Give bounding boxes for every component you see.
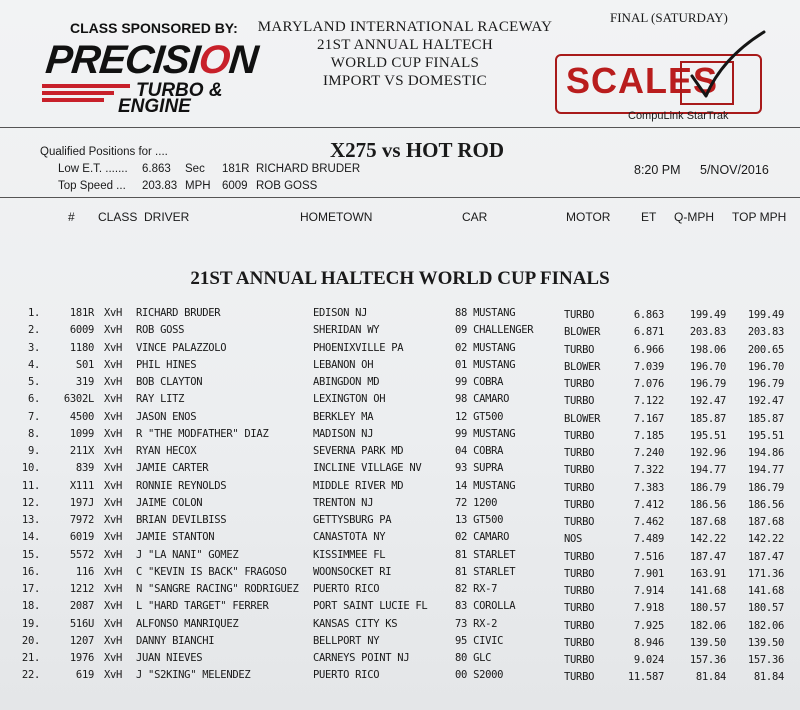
result-q-mph: 186.56 bbox=[689, 498, 726, 511]
low-et-unit: Sec bbox=[185, 163, 205, 175]
result-motor: TURBO bbox=[564, 516, 595, 528]
logo-stripe bbox=[42, 84, 130, 88]
result-hometown: PHOENIXVILLE PA bbox=[313, 341, 404, 354]
result-top-mph: 192.47 bbox=[747, 395, 784, 408]
low-et-label: Low E.T. ....... bbox=[58, 163, 128, 175]
result-car-number: 1207 bbox=[69, 634, 94, 647]
result-car: 95 CIVIC bbox=[455, 634, 504, 647]
result-class: XvH bbox=[104, 548, 123, 561]
result-top-mph: 141.68 bbox=[747, 585, 784, 597]
result-driver: ROB GOSS bbox=[136, 324, 185, 337]
result-et: 7.412 bbox=[633, 498, 664, 511]
table-row bbox=[0, 376, 800, 393]
result-car: 99 MUSTANG bbox=[455, 427, 516, 440]
result-class: XvH bbox=[104, 531, 123, 544]
result-car: 81 STARLET bbox=[455, 565, 516, 578]
result-motor: TURBO bbox=[564, 567, 595, 580]
result-class: XvH bbox=[104, 652, 123, 664]
table-row bbox=[0, 531, 800, 548]
result-top-mph: 182.06 bbox=[747, 619, 784, 632]
result-hometown: PUERTO RICO bbox=[313, 669, 380, 682]
result-car: 99 COBRA bbox=[455, 376, 504, 388]
result-hometown: CANASTOTA NY bbox=[313, 531, 386, 544]
result-motor: BLOWER bbox=[564, 412, 601, 425]
result-top-mph: 196.79 bbox=[747, 378, 784, 390]
result-hometown: EDISON NJ bbox=[313, 307, 368, 319]
result-top-mph: 196.70 bbox=[747, 360, 784, 373]
result-et: 7.925 bbox=[633, 619, 664, 632]
event-date: 5/NOV/2016 bbox=[700, 163, 769, 177]
result-car: 98 CAMARO bbox=[455, 393, 510, 406]
table-row bbox=[0, 480, 800, 497]
result-car-number: 2087 bbox=[69, 600, 94, 613]
result-q-mph: 203.83 bbox=[689, 326, 726, 339]
result-top-mph: 186.56 bbox=[747, 498, 784, 511]
column-header-motor: MOTOR bbox=[566, 210, 611, 224]
result-car-number: 7972 bbox=[69, 514, 94, 526]
low-et-value: 6.863 bbox=[142, 163, 171, 175]
result-position: 12. bbox=[21, 496, 40, 509]
result-motor: TURBO bbox=[564, 429, 595, 442]
event-title: X275 vs HOT ROD bbox=[330, 138, 505, 162]
result-hometown: TRENTON NJ bbox=[313, 496, 374, 509]
result-car-number: 839 bbox=[75, 462, 94, 475]
low-et-car-number: 181R bbox=[222, 163, 250, 175]
result-driver: JASON ENOS bbox=[136, 410, 197, 423]
result-hometown: KISSIMMEE FL bbox=[313, 548, 386, 561]
result-motor: TURBO bbox=[564, 378, 595, 390]
column-header-car: CAR bbox=[462, 210, 488, 224]
result-et: 6.863 bbox=[633, 309, 664, 321]
result-class: XvH bbox=[104, 393, 123, 406]
table-row bbox=[0, 600, 800, 617]
result-et: 7.901 bbox=[633, 567, 664, 580]
sponsor-logo-sub1: TURBO & bbox=[136, 80, 223, 101]
header-line-3: WORLD CUP FINALS bbox=[330, 55, 480, 71]
top-speed-value: 203.83 bbox=[142, 180, 178, 192]
table-row bbox=[0, 428, 800, 445]
scales-stamp-text: SCALES bbox=[566, 60, 719, 101]
result-driver: C "KEVIN IS BACK" FRAGOSO bbox=[136, 565, 287, 578]
result-motor: TURBO bbox=[564, 636, 595, 649]
result-position: 5. bbox=[27, 376, 40, 388]
sponsor-logo-part-a: PRECISI bbox=[43, 38, 202, 82]
result-hometown: BELLPORT NY bbox=[313, 634, 380, 647]
result-hometown: LEXINGTON OH bbox=[313, 393, 386, 406]
result-top-mph: 157.36 bbox=[747, 654, 784, 666]
result-top-mph: 139.50 bbox=[747, 636, 784, 649]
result-et: 11.587 bbox=[627, 671, 664, 684]
table-row bbox=[0, 566, 800, 583]
final-label: FINAL (SATURDAY) bbox=[610, 10, 728, 25]
result-car-number: 6302L bbox=[63, 393, 94, 406]
result-et: 7.167 bbox=[633, 412, 664, 425]
result-top-mph: 171.36 bbox=[747, 567, 784, 580]
result-motor: TURBO bbox=[564, 498, 595, 511]
result-top-mph: 186.79 bbox=[747, 481, 784, 494]
result-class: XvH bbox=[104, 427, 123, 440]
result-top-mph: 142.22 bbox=[747, 533, 784, 546]
result-hometown: BERKLEY MA bbox=[313, 410, 374, 423]
result-class: XvH bbox=[104, 600, 123, 613]
result-et: 7.240 bbox=[633, 447, 664, 459]
result-et: 7.383 bbox=[633, 481, 664, 494]
result-et: 7.462 bbox=[633, 516, 664, 528]
result-et: 7.039 bbox=[633, 360, 664, 373]
result-class: XvH bbox=[104, 341, 123, 354]
result-q-mph: 187.68 bbox=[689, 516, 726, 528]
result-motor: BLOWER bbox=[564, 326, 601, 339]
result-position: 16. bbox=[21, 565, 40, 578]
result-driver: ALFONSO MANRIQUEZ bbox=[136, 617, 239, 630]
result-q-mph: 187.47 bbox=[689, 550, 726, 563]
result-et: 7.516 bbox=[633, 550, 664, 563]
header-line-2: 21ST ANNUAL HALTECH bbox=[317, 37, 493, 53]
table-row bbox=[0, 514, 800, 531]
result-car-number: 319 bbox=[75, 376, 94, 388]
result-q-mph: 142.22 bbox=[689, 533, 726, 546]
result-et: 7.914 bbox=[633, 585, 664, 597]
result-top-mph: 199.49 bbox=[747, 309, 784, 321]
compulink-label: CompuLink StarTrak bbox=[628, 110, 729, 122]
result-driver: DANNY BIANCHI bbox=[136, 634, 215, 647]
result-position: 8. bbox=[27, 427, 40, 440]
result-motor: BLOWER bbox=[564, 360, 601, 373]
result-position: 1. bbox=[27, 307, 40, 319]
result-class: XvH bbox=[104, 669, 123, 682]
result-position: 15. bbox=[21, 548, 40, 561]
result-car-number: 516U bbox=[69, 617, 94, 630]
result-driver: J "S2KING" MELENDEZ bbox=[136, 669, 251, 682]
result-driver: BOB CLAYTON bbox=[136, 376, 203, 388]
column-header-class: CLASS bbox=[98, 210, 138, 224]
result-position: 22. bbox=[21, 669, 40, 682]
column-header-et: ET bbox=[641, 210, 657, 224]
result-class: XvH bbox=[104, 617, 123, 630]
table-row bbox=[0, 307, 800, 324]
result-position: 21. bbox=[21, 652, 40, 664]
result-hometown: GETTYSBURG PA bbox=[313, 514, 392, 526]
result-top-mph: 195.51 bbox=[747, 429, 784, 442]
result-class: XvH bbox=[104, 496, 123, 509]
result-motor: TURBO bbox=[564, 585, 595, 597]
result-car-number: 5572 bbox=[69, 548, 94, 561]
result-driver: N "SANGRE RACING" RODRIGUEZ bbox=[136, 583, 299, 595]
table-row bbox=[0, 497, 800, 514]
result-position: 7. bbox=[27, 410, 40, 423]
result-car-number: 116 bbox=[75, 565, 94, 578]
result-driver: JAIME COLON bbox=[136, 496, 203, 509]
result-motor: TURBO bbox=[564, 619, 595, 632]
result-class: XvH bbox=[104, 479, 123, 492]
result-car-number: S01 bbox=[75, 358, 94, 371]
result-driver: PHIL HINES bbox=[136, 358, 197, 371]
result-et: 7.076 bbox=[633, 378, 664, 390]
result-top-mph: 81.84 bbox=[753, 671, 784, 684]
table-row bbox=[0, 635, 800, 652]
result-car: 73 RX-2 bbox=[455, 617, 498, 630]
result-hometown: PORT SAINT LUCIE FL bbox=[313, 600, 428, 613]
result-position: 20. bbox=[21, 634, 40, 647]
result-q-mph: 195.51 bbox=[689, 429, 726, 442]
result-driver: RYAN HECOX bbox=[136, 445, 197, 457]
result-class: XvH bbox=[104, 565, 123, 578]
table-row bbox=[0, 359, 800, 376]
result-et: 7.185 bbox=[633, 429, 664, 442]
result-hometown: WOONSOCKET RI bbox=[313, 565, 392, 578]
column-header-driver: DRIVER bbox=[144, 210, 190, 224]
result-hometown: CARNEYS POINT NJ bbox=[313, 652, 410, 664]
result-position: 19. bbox=[21, 617, 40, 630]
result-motor: TURBO bbox=[564, 671, 595, 684]
result-hometown: SHERIDAN WY bbox=[313, 324, 380, 337]
result-et: 7.122 bbox=[633, 395, 664, 408]
sponsor-label: CLASS SPONSORED BY: bbox=[70, 20, 238, 36]
result-driver: L "HARD TARGET" FERRER bbox=[136, 600, 269, 613]
result-motor: TURBO bbox=[564, 343, 595, 356]
table-row bbox=[0, 618, 800, 635]
result-car-number: 6009 bbox=[69, 324, 94, 337]
result-motor: TURBO bbox=[564, 550, 595, 563]
result-motor: TURBO bbox=[564, 309, 595, 321]
result-et: 7.489 bbox=[633, 533, 664, 546]
result-car: 83 COROLLA bbox=[455, 600, 516, 613]
result-et: 7.918 bbox=[633, 602, 664, 615]
result-car-number: 211X bbox=[69, 445, 94, 457]
result-class: XvH bbox=[104, 462, 123, 475]
result-q-mph: 182.06 bbox=[689, 619, 726, 632]
result-car: 80 GLC bbox=[455, 652, 492, 664]
result-hometown: ABINGDON MD bbox=[313, 376, 380, 388]
result-q-mph: 199.49 bbox=[689, 309, 726, 321]
result-q-mph: 185.87 bbox=[689, 412, 726, 425]
result-car: 04 COBRA bbox=[455, 445, 504, 457]
result-car: 14 MUSTANG bbox=[455, 479, 516, 492]
result-position: 13. bbox=[21, 514, 40, 526]
sponsor-logo bbox=[44, 38, 260, 83]
result-position: 14. bbox=[21, 531, 40, 544]
table-row bbox=[0, 652, 800, 669]
result-q-mph: 163.91 bbox=[689, 567, 726, 580]
divider bbox=[0, 127, 800, 128]
logo-stripe bbox=[42, 91, 114, 95]
result-et: 9.024 bbox=[633, 654, 664, 666]
result-car: 12 GT500 bbox=[455, 410, 504, 423]
result-car: 93 SUPRA bbox=[455, 462, 504, 475]
result-hometown: MADISON NJ bbox=[313, 427, 374, 440]
result-et: 7.322 bbox=[633, 464, 664, 477]
result-position: 2. bbox=[27, 324, 40, 337]
result-car: 72 1200 bbox=[455, 496, 498, 509]
result-position: 18. bbox=[21, 600, 40, 613]
table-row bbox=[0, 583, 800, 600]
top-speed-car-number: 6009 bbox=[222, 180, 248, 192]
result-driver: JAMIE STANTON bbox=[136, 531, 215, 544]
result-q-mph: 186.79 bbox=[689, 481, 726, 494]
result-car: 82 RX-7 bbox=[455, 583, 498, 595]
result-class: XvH bbox=[104, 324, 123, 337]
result-car-number: 1212 bbox=[69, 583, 94, 595]
result-car: 01 MUSTANG bbox=[455, 358, 516, 371]
table-row bbox=[0, 549, 800, 566]
result-position: 3. bbox=[27, 341, 40, 354]
result-car-number: X111 bbox=[69, 479, 94, 492]
result-driver: RICHARD BRUDER bbox=[136, 307, 221, 319]
table-row bbox=[0, 669, 800, 686]
result-car-number: 619 bbox=[75, 669, 94, 682]
result-class: XvH bbox=[104, 358, 123, 371]
result-car: 81 STARLET bbox=[455, 548, 516, 561]
result-top-mph: 187.68 bbox=[747, 516, 784, 528]
column-header-hometown: HOMETOWN bbox=[300, 210, 373, 224]
result-hometown: KANSAS CITY KS bbox=[313, 617, 398, 630]
result-class: XvH bbox=[104, 410, 123, 423]
result-class: XvH bbox=[104, 514, 123, 526]
result-motor: TURBO bbox=[564, 464, 595, 477]
result-car-number: 197J bbox=[69, 496, 94, 509]
result-car: 00 S2000 bbox=[455, 669, 504, 682]
result-q-mph: 180.57 bbox=[689, 602, 726, 615]
top-speed-driver: ROB GOSS bbox=[256, 180, 318, 192]
low-et-driver: RICHARD BRUDER bbox=[256, 163, 361, 175]
result-q-mph: 196.70 bbox=[689, 360, 726, 373]
result-et: 6.966 bbox=[633, 343, 664, 356]
result-hometown: LEBANON OH bbox=[313, 358, 374, 371]
result-class: XvH bbox=[104, 583, 123, 595]
result-top-mph: 185.87 bbox=[747, 412, 784, 425]
result-position: 10. bbox=[21, 462, 40, 475]
result-car-number: 1976 bbox=[69, 652, 94, 664]
result-et: 6.871 bbox=[633, 326, 664, 339]
result-top-mph: 203.83 bbox=[747, 326, 784, 339]
result-motor: TURBO bbox=[564, 481, 595, 494]
column-header-number: # bbox=[68, 210, 75, 224]
table-row bbox=[0, 342, 800, 359]
result-car: 13 GT500 bbox=[455, 514, 504, 526]
result-class: XvH bbox=[104, 307, 123, 319]
header-line-4: IMPORT VS DOMESTIC bbox=[323, 73, 487, 89]
table-row bbox=[0, 411, 800, 428]
result-position: 11. bbox=[21, 479, 40, 492]
table-row bbox=[0, 462, 800, 479]
sponsor-logo-o: O bbox=[196, 38, 232, 82]
result-car-number: 6019 bbox=[69, 531, 94, 544]
result-hometown: MIDDLE RIVER MD bbox=[313, 479, 404, 492]
result-driver: VINCE PALAZZOLO bbox=[136, 341, 227, 354]
result-q-mph: 198.06 bbox=[689, 343, 726, 356]
sponsor-logo-sub2: ENGINE bbox=[118, 96, 191, 117]
sponsor-logo-part-b: N bbox=[226, 38, 260, 82]
result-position: 6. bbox=[27, 393, 40, 406]
result-hometown: SEVERNA PARK MD bbox=[313, 445, 404, 457]
result-driver: R "THE MODFATHER" DIAZ bbox=[136, 427, 269, 440]
result-car-number: 181R bbox=[69, 307, 94, 319]
result-class: XvH bbox=[104, 634, 123, 647]
result-car: 02 MUSTANG bbox=[455, 341, 516, 354]
result-q-mph: 141.68 bbox=[689, 585, 726, 597]
result-motor: TURBO bbox=[564, 395, 595, 408]
result-motor: TURBO bbox=[564, 654, 595, 666]
result-top-mph: 194.77 bbox=[747, 464, 784, 477]
result-q-mph: 81.84 bbox=[695, 671, 726, 684]
result-top-mph: 180.57 bbox=[747, 602, 784, 615]
result-motor: NOS bbox=[564, 533, 583, 546]
result-car-number: 4500 bbox=[69, 410, 94, 423]
result-et: 8.946 bbox=[633, 636, 664, 649]
top-speed-label: Top Speed ... bbox=[58, 180, 126, 192]
result-q-mph: 157.36 bbox=[689, 654, 726, 666]
result-driver: RONNIE REYNOLDS bbox=[136, 479, 227, 492]
event-time: 8:20 PM bbox=[634, 163, 681, 177]
result-hometown: PUERTO RICO bbox=[313, 583, 380, 595]
result-q-mph: 194.77 bbox=[689, 464, 726, 477]
section-title: 21ST ANNUAL HALTECH WORLD CUP FINALS bbox=[190, 268, 610, 289]
table-row bbox=[0, 324, 800, 341]
result-top-mph: 194.86 bbox=[747, 447, 784, 459]
result-car-number: 1099 bbox=[69, 427, 94, 440]
result-driver: BRIAN DEVILBISS bbox=[136, 514, 227, 526]
result-car: 09 CHALLENGER bbox=[455, 324, 534, 337]
result-car-number: 1180 bbox=[69, 341, 94, 354]
result-hometown: INCLINE VILLAGE NV bbox=[313, 462, 422, 475]
table-row bbox=[0, 393, 800, 410]
header-line-1: MARYLAND INTERNATIONAL RACEWAY bbox=[257, 19, 553, 35]
result-position: 17. bbox=[21, 583, 40, 595]
result-position: 9. bbox=[27, 445, 40, 457]
result-top-mph: 187.47 bbox=[747, 550, 784, 563]
result-top-mph: 200.65 bbox=[747, 343, 784, 356]
result-class: XvH bbox=[104, 376, 123, 388]
result-car: 02 CAMARO bbox=[455, 531, 510, 544]
result-class: XvH bbox=[104, 445, 123, 457]
result-position: 4. bbox=[27, 358, 40, 371]
result-motor: TURBO bbox=[564, 447, 595, 459]
check-mark-icon bbox=[688, 28, 768, 106]
column-header-top-mph: TOP MPH bbox=[732, 210, 787, 224]
logo-stripe bbox=[42, 98, 104, 102]
result-driver: JAMIE CARTER bbox=[136, 462, 209, 475]
result-motor: TURBO bbox=[564, 602, 595, 615]
qualified-title: Qualified Positions for .... bbox=[40, 146, 168, 158]
result-driver: JUAN NIEVES bbox=[136, 652, 203, 664]
result-car: 88 MUSTANG bbox=[455, 307, 516, 319]
column-header-q-mph: Q-MPH bbox=[674, 210, 714, 224]
result-q-mph: 192.96 bbox=[689, 447, 726, 459]
top-speed-unit: MPH bbox=[185, 180, 211, 192]
table-row bbox=[0, 445, 800, 462]
result-q-mph: 196.79 bbox=[689, 378, 726, 390]
divider bbox=[0, 197, 800, 198]
result-driver: RAY LITZ bbox=[136, 393, 185, 406]
result-q-mph: 192.47 bbox=[689, 395, 726, 408]
result-q-mph: 139.50 bbox=[689, 636, 726, 649]
result-driver: J "LA NANI" GOMEZ bbox=[136, 548, 239, 561]
